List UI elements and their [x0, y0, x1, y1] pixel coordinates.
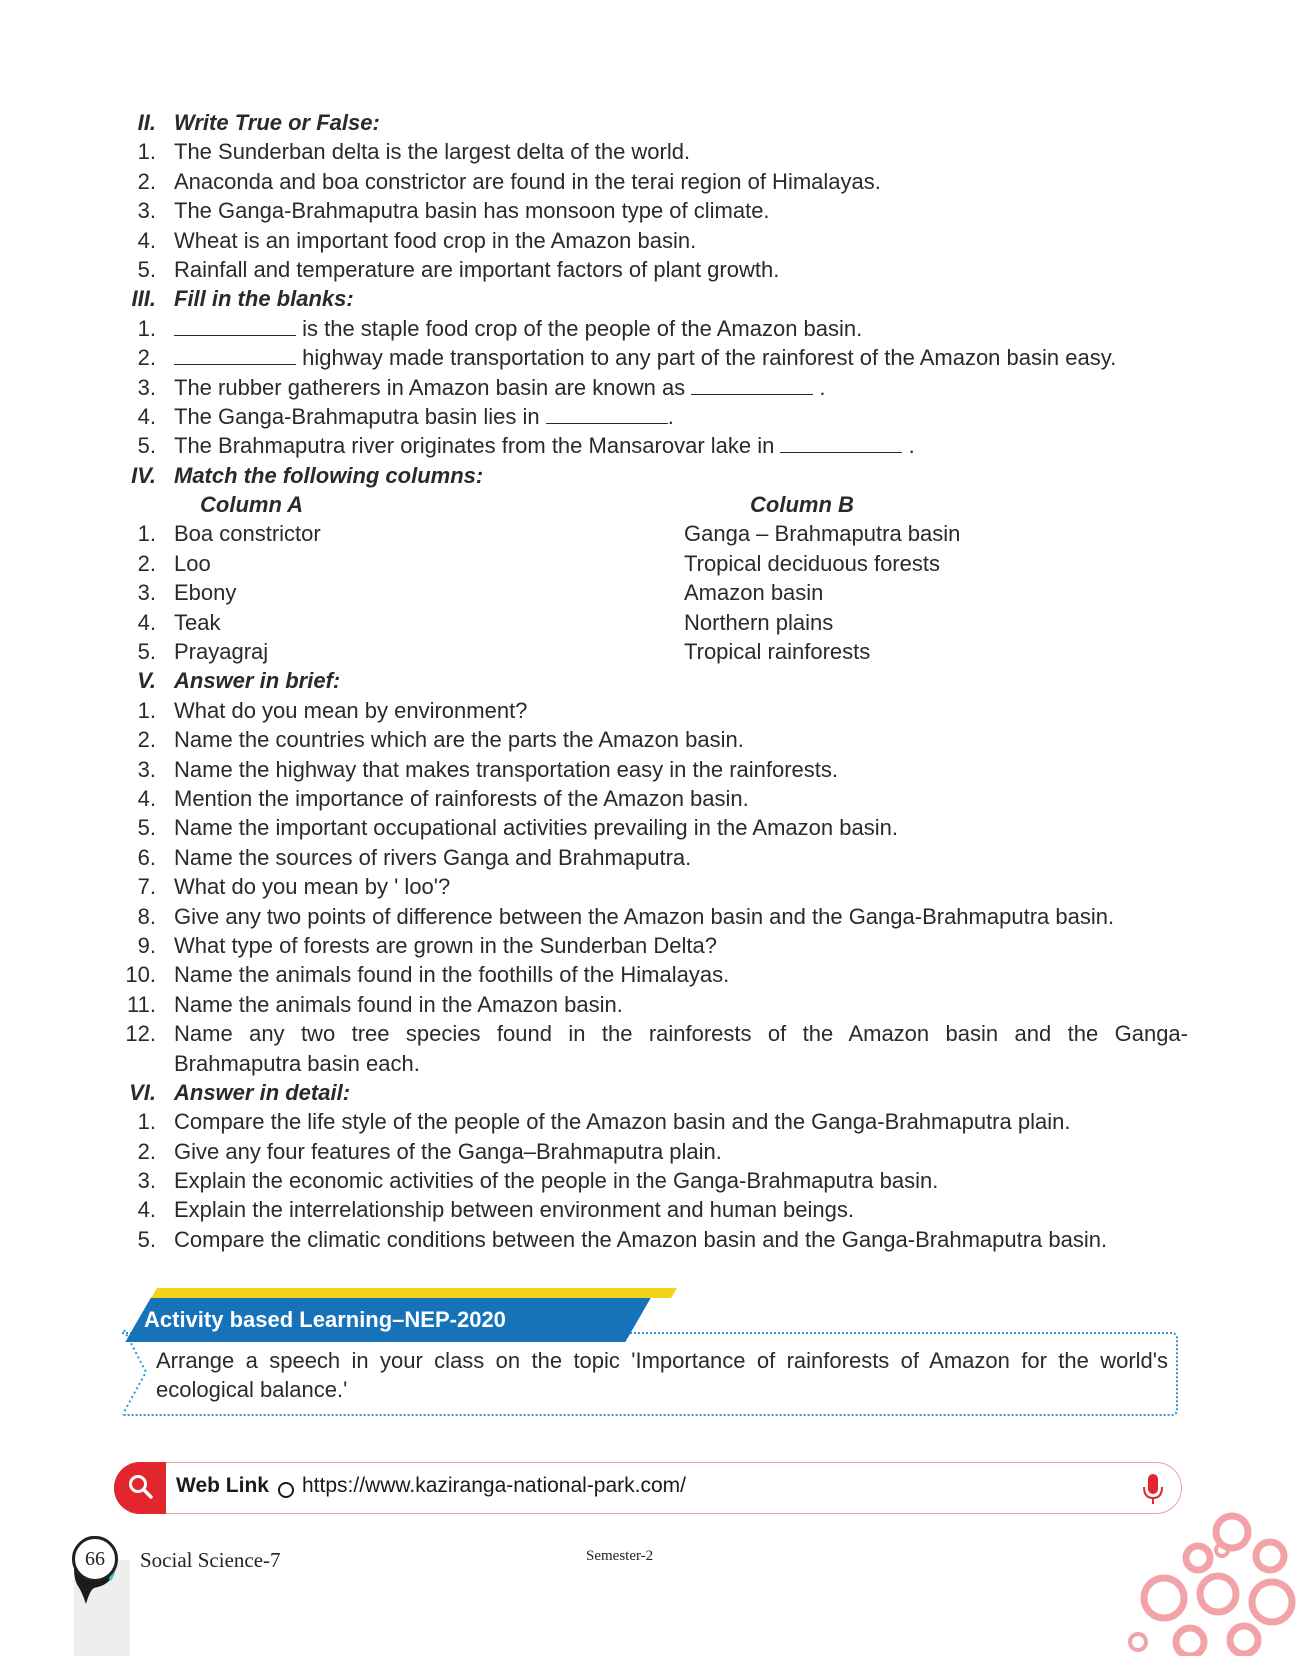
activity-yellow-stripe [151, 1288, 677, 1298]
search-button[interactable] [114, 1462, 166, 1514]
list-item: 4. Mention the importance of rainforests of the Amazon basin. [137, 785, 749, 811]
section-heading [0, 108, 1296, 137]
list-item: 4. The Ganga-Brahmaputra basin lies in . [137, 403, 674, 429]
section-title: Answer in brief: [174, 668, 341, 694]
list-item: 3. The rubber gatherers in Amazon basin are known as . [137, 374, 826, 400]
list-item: 2. Name the countries which are the parts the Amazon basin. [137, 727, 744, 753]
section-numeral: VI. [129, 1079, 156, 1105]
list-item: 5. Rainfall and temperature are important factors of plant growth. [137, 256, 780, 282]
blank-line [174, 344, 296, 365]
list-item: 9. What type of forests are grown in the Sunderban Delta? [137, 932, 717, 958]
section-title: Match the following columns: [174, 462, 484, 488]
blank-line [780, 432, 902, 453]
section-numeral: V. [137, 668, 156, 694]
bubbles-decoration [1120, 1510, 1296, 1656]
web-link-label: Web Link [176, 1474, 269, 1497]
section-title: Fill in the blanks: [174, 286, 354, 312]
microphone-icon[interactable] [1140, 1472, 1166, 1506]
blank-line [691, 374, 813, 395]
list-item: 1. Compare the life style of the people of the Amazon basin and the Ganga-Brahmaputra plain. [137, 1109, 1071, 1135]
section-title: Answer in detail: [174, 1079, 351, 1105]
list-item: 1. The Sunderban delta is the largest delta of the world. [137, 139, 691, 165]
activity-box [110, 1288, 1180, 1418]
list-item: 10. Name the animals found in the foothills of the Himalayas. [125, 962, 730, 988]
activity-title: Activity based Learning–NEP-2020 [144, 1307, 506, 1332]
book-title: Social Science-7 [140, 1548, 281, 1572]
section-numeral: IV. [131, 462, 156, 488]
exercise-content [0, 108, 1296, 1254]
bullet-circle-icon [278, 1482, 294, 1498]
section-numeral: II. [137, 110, 156, 135]
list-item: 5. The Brahmaputra river originates from the Mansarovar lake in . [137, 433, 915, 459]
list-item: 2. Anaconda and boa constrictor are found in the terai region of Himalayas. [137, 168, 881, 194]
semester-label: Semester-2 [586, 1548, 654, 1564]
page-number: 66 [72, 1536, 118, 1582]
activity-text: Arrange a speech in your class on the topic 'Importance of rainforests of Amazon for the world's ecological balance.' [156, 1348, 1168, 1402]
match-row: 1. Boa constrictor Ganga – Brahmaputra basin [137, 521, 961, 547]
list-item: 4. Wheat is an important food crop in the Amazon basin. [137, 227, 697, 253]
list-item: 12. Name any two tree species found in the rainforests of the Amazon basin and the Ganga- [125, 1021, 1188, 1047]
blank-line [546, 403, 668, 424]
list-item: 4. Explain the interrelationship between environment and human beings. [137, 1197, 854, 1223]
blank-line [174, 315, 296, 336]
column-b-header: Column B [750, 492, 854, 518]
search-icon [114, 1462, 166, 1514]
list-item: 8. Give any two points of difference between the Amazon basin and the Ganga-Brahmaputra basin. [137, 903, 1115, 929]
list-item: 6. Name the sources of rivers Ganga and Brahmaputra. [137, 844, 692, 870]
section-heading [0, 666, 1296, 695]
list-item: 2. highway made transportation to any part of the rainforest of the Amazon basin easy. [137, 345, 1117, 371]
list-item: 1. What do you mean by environment? [137, 697, 528, 723]
list-item: 3. Name the highway that makes transportation easy in the rainforests. [137, 756, 839, 782]
match-row: 3. Ebony Amazon basin [137, 580, 824, 606]
section-numeral: III. [131, 286, 156, 312]
list-item: 11. Name the animals found in the Amazon basin. [127, 991, 623, 1017]
section-heading [0, 1078, 1296, 1107]
column-a-header: Column A [200, 492, 304, 518]
list-item: 3. Explain the economic activities of the people in the Ganga-Brahmaputra basin. [137, 1168, 939, 1194]
section-heading [0, 461, 1296, 490]
list-item: 5. Compare the climatic conditions between the Amazon basin and the Ganga-Brahmaputra basin. [137, 1226, 1108, 1252]
match-header-row [0, 490, 1296, 519]
section-title: Write True or False: [174, 110, 380, 135]
list-item: 2. Give any four features of the Ganga–Brahmaputra plain. [137, 1138, 722, 1164]
list-item: 5. Name the important occupational activities prevailing in the Amazon basin. [137, 815, 898, 841]
match-row: 4. Teak Northern plains [137, 609, 834, 635]
web-link-url[interactable]: https://www.kaziranga-national-park.com/ [302, 1474, 686, 1497]
list-item: 3. The Ganga-Brahmaputra basin has monsoon type of climate. [137, 198, 770, 224]
list-item-continuation: Brahmaputra basin each. [174, 1050, 420, 1076]
section-heading [0, 284, 1296, 313]
match-row: 5. Prayagraj Tropical rainforests [137, 639, 871, 665]
list-item: 1. is the staple food crop of the people of the Amazon basin. [137, 315, 863, 341]
match-row: 2. Loo Tropical deciduous forests [137, 550, 940, 576]
list-item: 7. What do you mean by ' loo'? [137, 874, 451, 900]
